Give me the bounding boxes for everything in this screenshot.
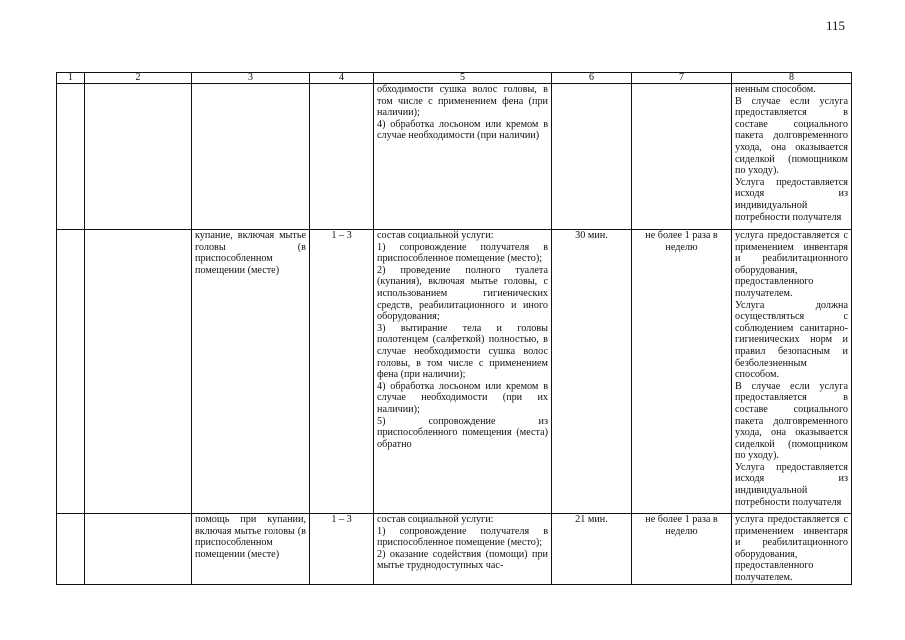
header-cell: 2 (85, 73, 192, 84)
condition-line: Услуга предоставляется исходя из индивидуальной потребности получателя (735, 176, 848, 223)
header-cell: 7 (632, 73, 732, 84)
header-cell: 5 (374, 73, 552, 84)
composition-line: 4) обработка лосьоном или кремом в случае необходимости (при наличии) (377, 118, 548, 142)
cell-col7 (632, 84, 732, 230)
cell-col4 (310, 84, 374, 230)
cell-conditions (732, 84, 852, 230)
composition-line: 1) сопровождение получателя в приспособленное помещение (место); (377, 241, 548, 265)
table-row (57, 84, 852, 230)
condition-line: услуга предоставляется с применением инвентаря и реабилитационного оборудования, предоставленного получателем. (735, 514, 848, 583)
composition-line: 5) сопровождение из приспособленного помещения (места) обратно (377, 415, 548, 450)
cell-col2 (85, 230, 192, 514)
composition-line: 4) обработка лосьоном или кремом в случае необходимости (при их наличии); (377, 380, 548, 415)
header-cell: 8 (732, 73, 852, 84)
header-cell: 3 (192, 73, 310, 84)
services-table (56, 72, 852, 585)
header-cell: 1 (57, 73, 85, 84)
cell-frequency: не более 1 раза в неделю (632, 230, 732, 514)
composition-line: состав социальной услуги: (377, 514, 494, 525)
cell-col6 (552, 84, 632, 230)
composition-line: обходимости сушка волос головы, в том числе с применением фена (при наличии); (377, 84, 548, 119)
cell-conditions (732, 230, 852, 514)
cell-service-composition (374, 514, 552, 585)
composition-line: 1) сопровождение получателя в приспособленное помещение (место); (377, 525, 548, 549)
table-row (57, 514, 852, 585)
header-cell: 4 (310, 73, 374, 84)
cell-col3 (192, 84, 310, 230)
cell-service-composition (374, 230, 552, 514)
page-number: 115 (826, 18, 846, 33)
composition-line: 3) вытирание тела и головы полотенцем (салфеткой) полностью, в случае необходимости сушка волос головы, в том числе с применением фена (при наличии); (377, 322, 548, 381)
condition-line: В случае если услуга предоставляется в составе социального пакета долговременного ухода, она оказывается сиделкой (помощником по уходу). (735, 95, 848, 177)
cell-col2 (85, 514, 192, 585)
cell-level: 1 – 3 (310, 230, 374, 514)
header-row (57, 73, 852, 84)
cell-service-name: помощь при купании, включая мытье головы (в приспособленном помещении (месте) (192, 514, 310, 585)
composition-line: состав социальной услуги: (377, 230, 494, 241)
cell-duration: 30 мин. (552, 230, 632, 514)
condition-line: В случае если услуга предоставляется в составе социального пакета долговременного ухода, она оказывается сиделкой (помощником по уходу). (735, 380, 848, 462)
composition-line: 2) проведение полного туалета (купания), включая мытье головы, с использованием гигиенических средств, реабилитационного и иного оборудования; (377, 264, 548, 323)
cell-col1 (57, 230, 85, 514)
cell-duration: 21 мин. (552, 514, 632, 585)
condition-line: Услуга должна осуществляться с соблюдением санитарно-гигиенических норм и правил безопасным и безболезненным способом. (735, 299, 848, 381)
cell-level: 1 – 3 (310, 514, 374, 585)
cell-col1 (57, 84, 85, 230)
condition-line: Услуга предоставляется исходя из индивидуальной потребности получателя (735, 461, 848, 508)
condition-line: услуга предоставляется с применением инвентаря и реабилитационного оборудования, предоставленного получателем. (735, 230, 848, 299)
cell-service-composition (374, 84, 552, 230)
condition-line: ненным способом. (735, 84, 816, 95)
table-row (57, 230, 852, 514)
cell-service-name: купание, включая мытье головы (в приспособленном помещении (месте) (192, 230, 310, 514)
composition-line: 2) оказание содействия (помощи) при мытье труднодоступных час- (377, 548, 548, 572)
cell-conditions (732, 514, 852, 585)
cell-col2 (85, 84, 192, 230)
header-cell: 6 (552, 73, 632, 84)
cell-col1 (57, 514, 85, 585)
cell-frequency: не более 1 раза в неделю (632, 514, 732, 585)
